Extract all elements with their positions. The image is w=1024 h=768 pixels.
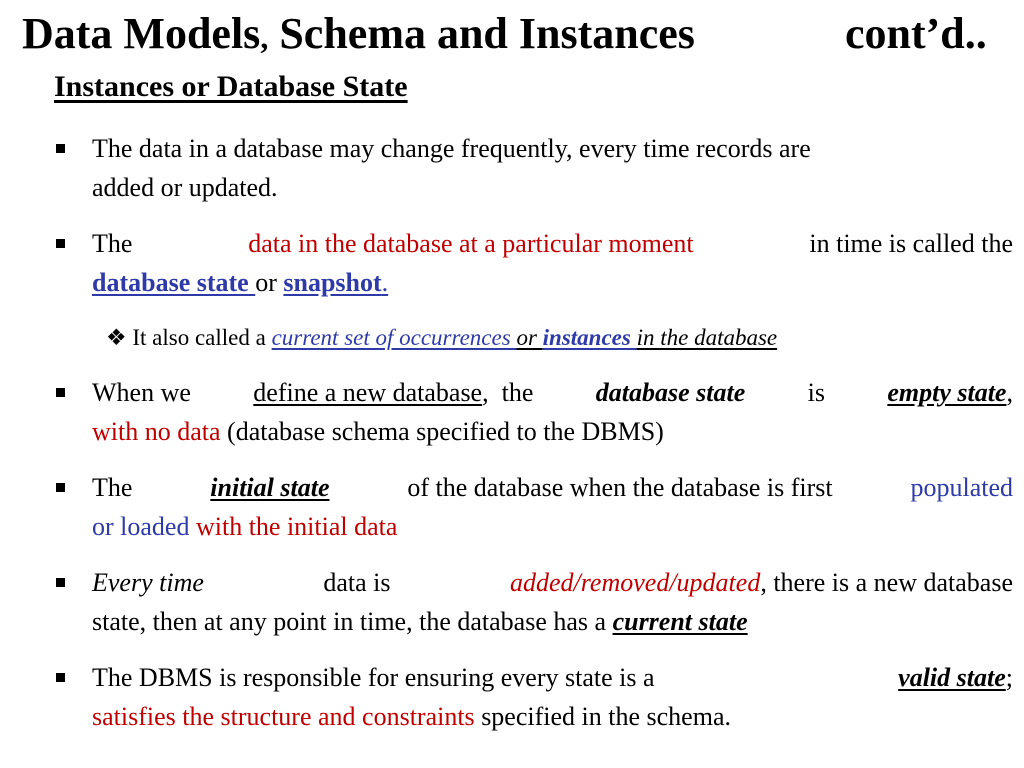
title-main	[22, 8, 695, 59]
text-run: The	[92, 229, 133, 258]
text-run: It also called a	[132, 325, 272, 350]
bullet-line	[92, 224, 1013, 263]
text-run: of the database when the database is first	[407, 473, 833, 502]
text-run: state, then at any point in time, the database has a	[92, 607, 613, 636]
square-bullet-icon	[56, 239, 65, 248]
bullet-line	[92, 602, 1013, 641]
term-initial-state: initial state	[210, 473, 330, 502]
highlight-text: with no data	[92, 417, 221, 446]
title-part1: Data Models	[22, 9, 261, 58]
bullet-item	[92, 658, 1013, 736]
term-current-set: current set of occurrences	[271, 325, 517, 350]
term-valid-state: valid state	[898, 663, 1006, 692]
bullet-line	[92, 563, 1013, 602]
bullet-item	[92, 373, 1013, 451]
bullet-line	[92, 263, 1013, 302]
title-continued: cont’d..	[845, 9, 987, 58]
bullet-line	[92, 129, 1013, 168]
bullet-line	[92, 697, 1013, 736]
text-run: ;	[1005, 663, 1013, 692]
bullet-item	[92, 129, 1013, 207]
highlight-text: populated	[910, 473, 1013, 502]
square-bullet-icon	[56, 483, 65, 492]
text-run: ,	[1006, 378, 1013, 407]
text-run: specified in the schema.	[474, 702, 731, 731]
bullet-line	[92, 468, 1013, 507]
bullet-text: The data in a database may change frequently, every time records are	[92, 134, 811, 163]
text-run: in time is called the	[809, 229, 1013, 258]
term-snapshot: snapshot	[283, 268, 382, 297]
highlight-text: satisfies the structure and constraints	[92, 702, 475, 731]
diamond-bullet-icon: ❖	[106, 325, 127, 350]
sub-bullet-item	[106, 323, 777, 353]
text-run: When we	[92, 378, 191, 407]
term-database-state: database state	[92, 268, 256, 297]
square-bullet-icon	[56, 578, 65, 587]
term-define-new-database: define a new database	[253, 378, 483, 407]
bullet-item	[92, 468, 1013, 546]
term-current-state: current state	[612, 607, 748, 636]
bullet-line	[92, 507, 1013, 546]
bullet-line	[92, 658, 1013, 697]
text-run: , the	[482, 378, 534, 407]
text-run: or	[516, 325, 543, 350]
text-run: Every time	[92, 568, 204, 597]
term-instances: instances	[542, 325, 637, 350]
square-bullet-icon	[56, 673, 65, 682]
text-run: The DBMS is responsible for ensuring every state is a	[92, 663, 655, 692]
bullet-line	[92, 412, 1013, 451]
term-database-state: database state	[595, 378, 746, 407]
text-run: The	[92, 473, 133, 502]
square-bullet-icon	[56, 388, 65, 397]
text-run: data is	[323, 568, 391, 597]
text-run: or	[255, 268, 277, 297]
highlight-text: data in the database at a particular moment	[248, 229, 694, 258]
bullet-text: added or updated.	[92, 173, 278, 202]
title-part2: Schema and Instances	[268, 9, 695, 58]
text-run: (database schema specified to the DBMS)	[220, 417, 664, 446]
section-heading: Instances or Database State	[54, 70, 408, 103]
title-comma: ,	[260, 19, 269, 55]
square-bullet-icon	[56, 144, 65, 153]
term-empty-state: empty state	[887, 378, 1007, 407]
bullet-item	[92, 563, 1013, 641]
highlight-text: or loaded	[92, 512, 190, 541]
slide-title	[22, 8, 1012, 60]
text-run: , there is a new database	[760, 568, 1013, 597]
text-run: .	[381, 268, 389, 297]
bullet-line	[92, 168, 1013, 207]
highlight-text: added/removed/updated	[510, 568, 761, 597]
bullet-item	[92, 224, 1013, 302]
text-run: is	[807, 378, 825, 407]
highlight-text: with the initial data	[189, 512, 398, 541]
text-run: in the database	[636, 325, 778, 350]
bullet-line	[92, 373, 1013, 412]
